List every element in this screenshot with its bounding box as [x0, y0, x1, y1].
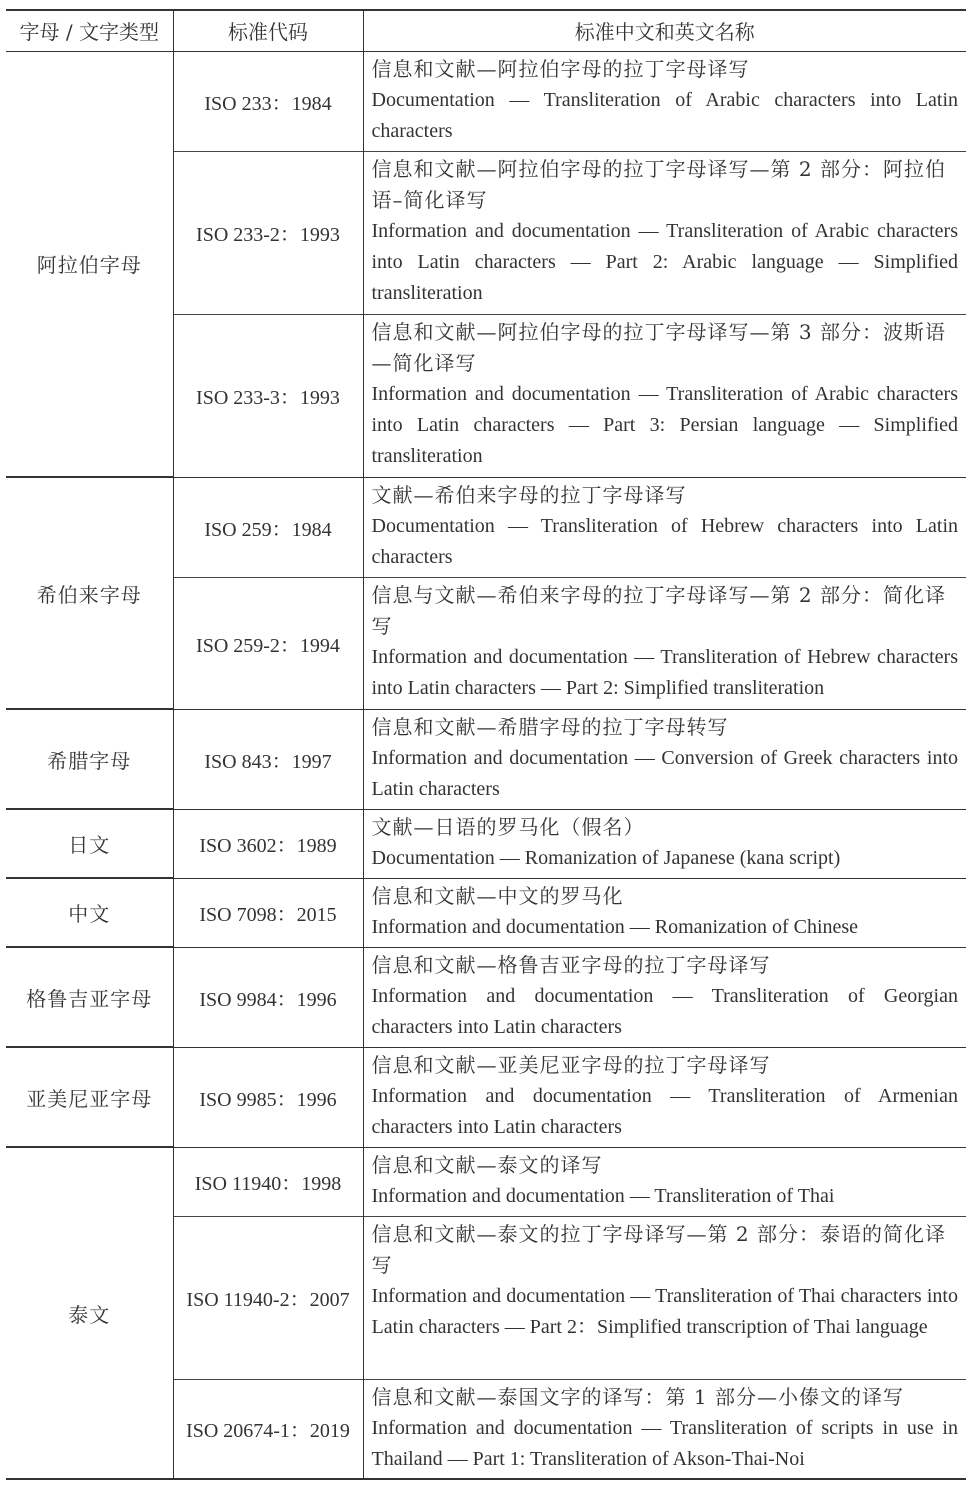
english-title: Information and documentation — Transliteration of Thai characters into Latin characters — Part 2：Simplified transcription of Thai language — [371, 1284, 958, 1338]
standard-code-cell: ISO 11940：1998 — [173, 1147, 363, 1216]
standard-name-cell — [363, 878, 966, 947]
standard-code-cell: ISO 843：1997 — [173, 709, 363, 809]
standard-code-cell: ISO 233-2：1993 — [173, 151, 363, 314]
english-title: Documentation — Romanization of Japanese (kana script) — [371, 846, 841, 869]
header-standard-name: 标准中文和英文名称 — [363, 10, 966, 51]
script-type-cell: 希伯来字母 — [6, 477, 173, 709]
standard-name-cell — [363, 51, 966, 151]
standard-name-cell — [363, 1216, 966, 1379]
chinese-title: 信息和文献—阿拉伯字母的拉丁字母译写 — [371, 56, 750, 81]
standard-name-cell — [363, 314, 966, 477]
chinese-title: 信息和文献—泰国文字的译写：第 1 部分—小傣文的译写 — [371, 1384, 904, 1409]
script-type-cell: 亚美尼亚字母 — [6, 1047, 173, 1147]
english-title: Information and documentation — Transliteration of Arabic characters into Latin characters — Part 2: Arabic language — Simplified transliteration — [371, 219, 958, 304]
table-row — [6, 1047, 966, 1147]
standard-name-cell — [363, 577, 966, 709]
english-title: Information and documentation — Transliteration of Armenian characters into Latin characters — [371, 1084, 958, 1138]
english-title: Information and documentation — Romanization of Chinese — [371, 915, 859, 938]
english-title: Documentation — Transliteration of Hebrew characters into Latin characters — [371, 514, 958, 568]
standard-code-cell: ISO 233-3：1993 — [173, 314, 363, 477]
english-title: Documentation — Transliteration of Arabic characters into Latin characters — [371, 88, 958, 142]
english-title: Information and documentation — Transliteration of Thai — [371, 1184, 835, 1207]
header-standard-code: 标准代码 — [173, 10, 363, 51]
chinese-title: 信息和文献—中文的罗马化 — [371, 883, 624, 908]
standard-code-cell: ISO 3602：1989 — [173, 809, 363, 878]
iso-transliteration-table — [6, 9, 966, 1480]
script-type-cell: 泰文 — [6, 1147, 173, 1479]
table-row — [6, 947, 966, 1047]
standard-name-cell — [363, 809, 966, 878]
standard-code-cell: ISO 11940-2：2007 — [173, 1216, 363, 1379]
standard-name-cell — [363, 947, 966, 1047]
standard-code-cell: ISO 259-2：1994 — [173, 577, 363, 709]
standard-code-cell: ISO 9984：1996 — [173, 947, 363, 1047]
chinese-title: 信息和文献—格鲁吉亚字母的拉丁字母译写 — [371, 952, 771, 977]
standard-name-cell — [363, 477, 966, 577]
standard-code-cell: ISO 20674-1：2019 — [173, 1379, 363, 1479]
chinese-title: 信息和文献—亚美尼亚字母的拉丁字母译写 — [371, 1052, 771, 1077]
chinese-title: 信息和文献—阿拉伯字母的拉丁字母译写—第 3 部分：波斯语—简化译写 — [371, 319, 946, 375]
english-title: Information and documentation — Transliteration of Hebrew characters into Latin characters — Part 2: Simplified transliteration — [371, 645, 958, 699]
standard-code-cell: ISO 259：1984 — [173, 477, 363, 577]
standard-name-cell — [363, 709, 966, 809]
script-type-cell: 中文 — [6, 878, 173, 947]
script-type-cell: 格鲁吉亚字母 — [6, 947, 173, 1047]
chinese-title: 信息和文献—泰文的拉丁字母译写—第 2 部分：泰语的简化译写 — [371, 1221, 946, 1277]
standard-code-cell: ISO 7098：2015 — [173, 878, 363, 947]
table-row — [6, 51, 966, 151]
script-type-cell: 阿拉伯字母 — [6, 51, 173, 477]
chinese-title: 文献—日语的罗马化（假名） — [371, 814, 645, 839]
script-type-cell: 日文 — [6, 809, 173, 878]
standard-code-cell: ISO 233：1984 — [173, 51, 363, 151]
table-row — [6, 477, 966, 577]
chinese-title: 文献—希伯来字母的拉丁字母译写 — [371, 482, 687, 507]
header-script-type: 字母 / 文字类型 — [6, 10, 173, 51]
script-type-cell: 希腊字母 — [6, 709, 173, 809]
english-title: Information and documentation — Conversion of Greek characters into Latin characters — [371, 746, 958, 800]
chinese-title: 信息和文献—希腊字母的拉丁字母转写 — [371, 714, 729, 739]
english-title: Information and documentation — Transliteration of scripts in use in Thailand — Part 1: Transliteration of Akson-Thai-Noi — [371, 1416, 958, 1470]
standard-code-cell: ISO 9985：1996 — [173, 1047, 363, 1147]
standard-name-cell — [363, 1379, 966, 1479]
standard-name-cell — [363, 1147, 966, 1216]
table-row — [6, 809, 966, 878]
english-title: Information and documentation — Transliteration of Georgian characters into Latin characters — [371, 984, 958, 1038]
chinese-title: 信息和文献—泰文的译写 — [371, 1152, 603, 1177]
table-row — [6, 878, 966, 947]
standard-name-cell — [363, 1047, 966, 1147]
english-title: Information and documentation — Transliteration of Arabic characters into Latin characters — Part 3: Persian language — Simplified transliteration — [371, 382, 958, 467]
table-header-row — [6, 10, 966, 51]
standard-name-cell — [363, 151, 966, 314]
chinese-title: 信息与文献—希伯来字母的拉丁字母译写—第 2 部分：简化译写 — [371, 582, 946, 638]
table-row — [6, 1147, 966, 1216]
table-row — [6, 709, 966, 809]
chinese-title: 信息和文献—阿拉伯字母的拉丁字母译写—第 2 部分：阿拉伯语–简化译写 — [371, 156, 946, 212]
